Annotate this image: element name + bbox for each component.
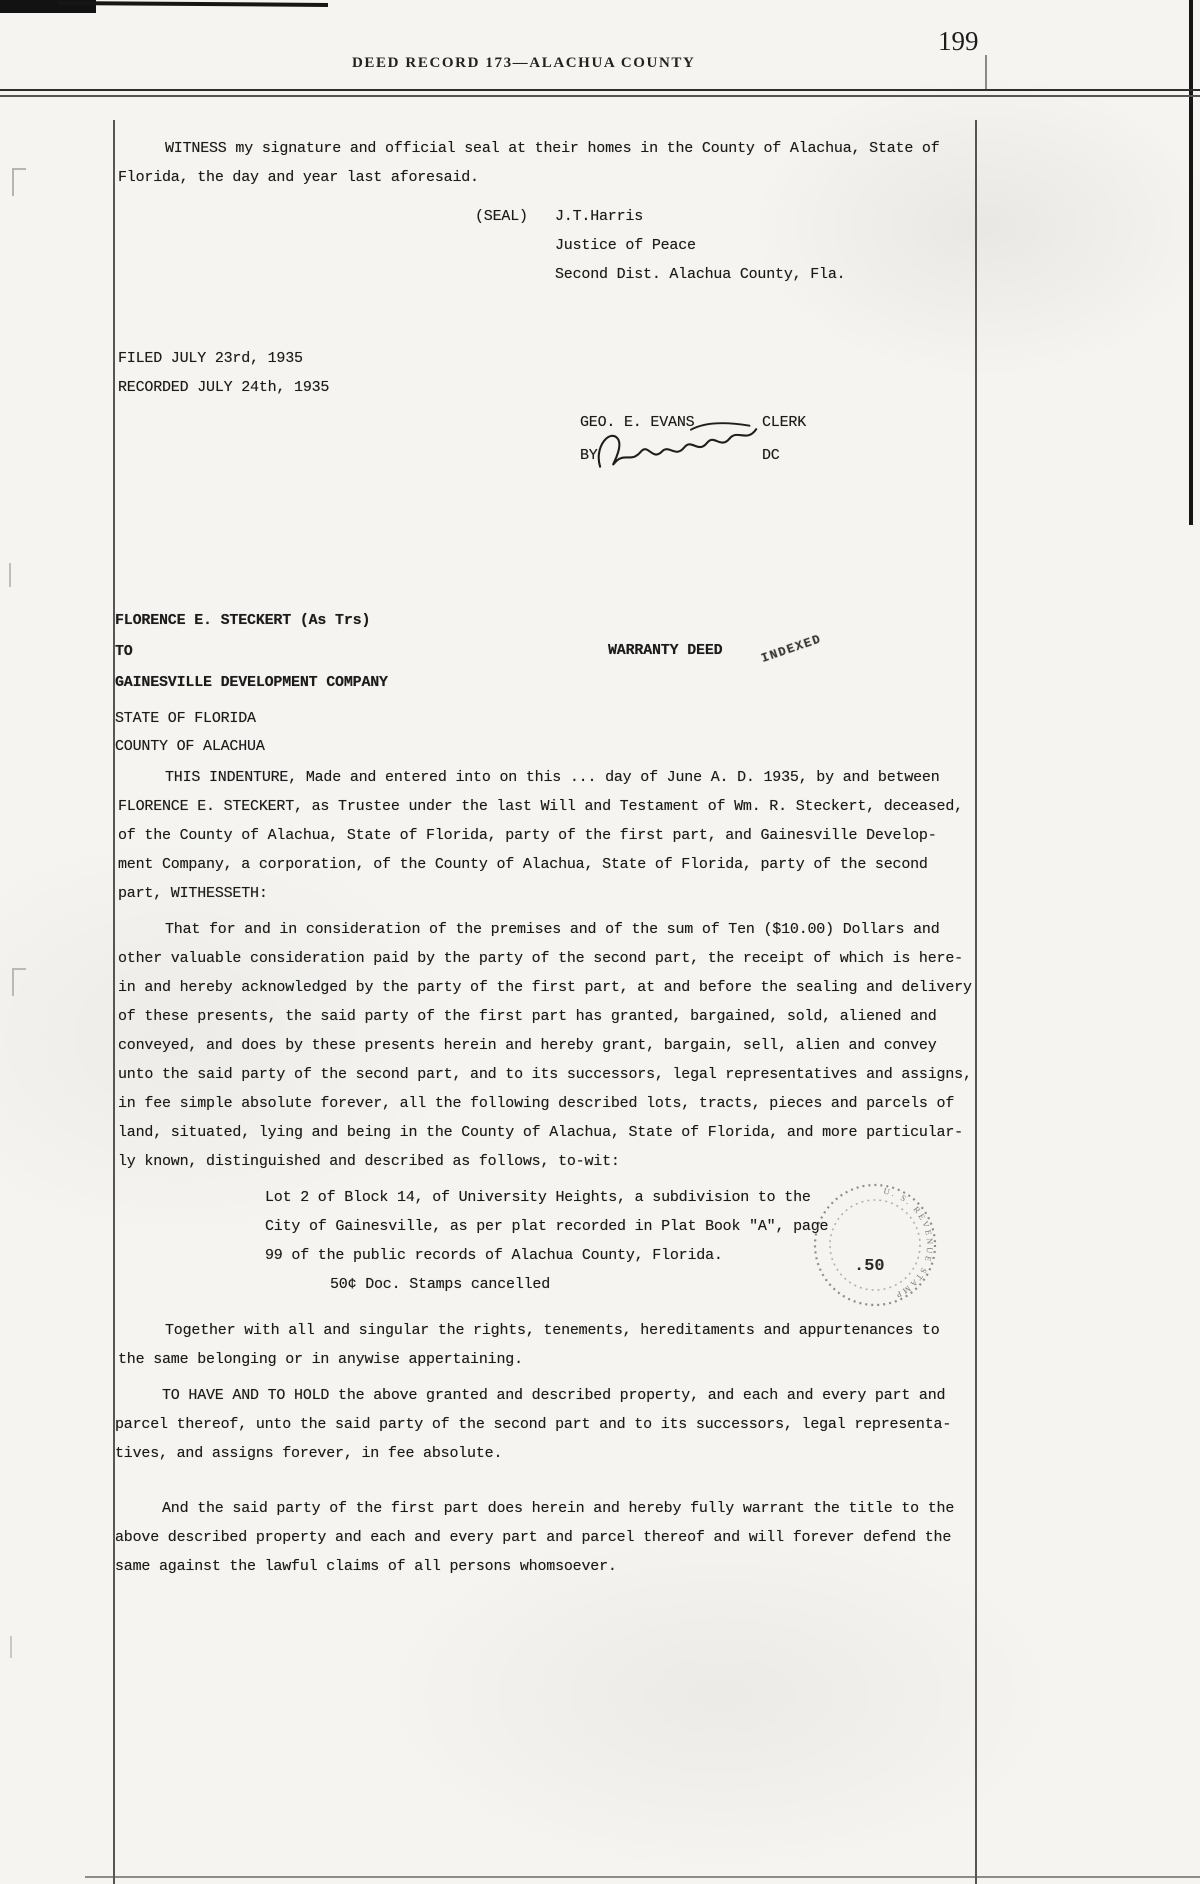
notary-seal-block	[475, 202, 845, 289]
filed-date: FILED JULY 23rd, 1935	[118, 350, 303, 367]
text-line: parcel thereof, unto the said party of the second part and to its successors, legal representa-	[115, 1416, 952, 1433]
scan-artifact	[1189, 0, 1193, 525]
text-line: in and hereby acknowledged by the party of the first part, at and before the sealing and delivery	[118, 979, 972, 996]
revenue-stamp-ring-text: U. S. REVENUE STAMP	[882, 1185, 936, 1302]
venue-county: COUNTY OF ALACHUA	[115, 738, 265, 755]
consideration-paragraph	[118, 915, 974, 1176]
text-line: Together with all and singular the rights, tenements, hereditaments and appurtenances to	[165, 1322, 940, 1339]
doc-stamps-note: 50¢ Doc. Stamps cancelled	[330, 1276, 551, 1293]
text-line: TO HAVE AND TO HOLD the above granted and described property, and each and every part and	[162, 1387, 946, 1404]
svg-text:U. S. REVENUE STAMP	[883, 1186, 936, 1301]
page-header-title: DEED RECORD 173—ALACHUA COUNTY	[352, 55, 696, 71]
bottom-rule	[85, 1876, 1200, 1878]
text-line: conveyed, and does by these presents herein and hereby grant, bargain, sell, alien and convey	[118, 1037, 937, 1054]
text-line: Lot 2 of Block 14, of University Heights, a subdivision to the	[265, 1189, 811, 1206]
clerk-name: GEO. E. EVANS	[580, 414, 695, 431]
margin-pencil-mark	[12, 968, 26, 996]
text-line: City of Gainesville, as per plat recorded in Plat Book "A", page	[265, 1218, 829, 1235]
text-line: of these presents, the said party of the first part has granted, bargained, sold, aliened and	[118, 1008, 937, 1025]
venue-state: STATE OF FLORIDA	[115, 710, 256, 727]
text-line: in fee simple absolute forever, all the following described lots, tracts, pieces and parcels of	[118, 1095, 955, 1112]
margin-pencil-mark	[10, 1636, 12, 1658]
filing-block	[118, 344, 329, 402]
page-number: 199	[938, 26, 979, 56]
text-line: That for and in consideration of the premises and of the sum of Ten ($10.00) Dollars and	[165, 921, 940, 938]
grantor-name: FLORENCE E. STECKERT (As Trs)	[115, 612, 371, 629]
left-margin-rule	[113, 120, 115, 1884]
property-description-lines	[265, 1183, 828, 1270]
margin-pencil-mark	[12, 168, 26, 196]
text-line: above described property and each and every part and parcel thereof and will forever defend the	[115, 1529, 952, 1546]
indenture-paragraph	[118, 763, 974, 908]
margin-pencil-mark	[9, 563, 11, 587]
venue-block	[115, 705, 265, 761]
recorded-date: RECORDED JULY 24th, 1935	[118, 379, 330, 396]
notary-district: Second Dist. Alachua County, Fla.	[555, 266, 846, 283]
parties-block	[115, 605, 388, 698]
text-line: THIS INDENTURE, Made and entered into on this ... day of June A. D. 1935, by and between	[165, 769, 940, 786]
text-line: other valuable consideration paid by the party of the second part, the receipt of which is here-	[118, 950, 963, 967]
text-line: Florida, the day and year last aforesaid.	[118, 169, 479, 186]
warranty-paragraph	[115, 1494, 974, 1581]
deputy-initials: DC	[762, 447, 780, 464]
text-line: same against the lawful claims of all persons whomsoever.	[115, 1558, 617, 1575]
right-margin-rule	[975, 120, 977, 1884]
revenue-stamp-value: .50	[854, 1257, 885, 1276]
property-description	[265, 1183, 828, 1299]
grantee-name: GAINESVILLE DEVELOPMENT COMPANY	[115, 674, 388, 691]
text-line: And the said party of the first part does herein and hereby fully warrant the title to the	[162, 1500, 955, 1517]
text-line: part, WITHESSETH:	[118, 885, 268, 902]
instrument-title: WARRANTY DEED	[608, 642, 723, 659]
header-rule	[0, 95, 1200, 97]
text-line: tives, and assigns forever, in fee absolute.	[115, 1445, 503, 1462]
text-line: 99 of the public records of Alachua County, Florida.	[265, 1247, 723, 1264]
revenue-stamp	[808, 1178, 942, 1312]
clerk-block	[580, 408, 840, 474]
text-line: of the County of Alachua, State of Florida, party of the first part, and Gainesville Develop-	[118, 827, 937, 844]
notary-name: J.T.Harris	[555, 208, 644, 225]
notary-title: Justice of Peace	[555, 237, 696, 254]
witness-paragraph	[118, 134, 974, 192]
text-line: unto the said party of the second part, and to its successors, legal representatives and assigns,	[118, 1066, 972, 1083]
together-paragraph	[118, 1316, 974, 1374]
text-line: FLORENCE E. STECKERT, as Trustee under the last Will and Testament of Wm. R. Steckert, deceased,	[118, 798, 963, 815]
header-rule	[0, 89, 1200, 91]
text-line: land, situated, lying and being in the County of Alachua, State of Florida, and more particular-	[118, 1124, 963, 1141]
text-line: the same belonging or in anywise appertaining.	[118, 1351, 523, 1368]
clerk-title: CLERK	[762, 414, 807, 431]
habendum-paragraph	[115, 1381, 974, 1468]
by-label: BY	[580, 447, 598, 464]
to-label: TO	[115, 643, 133, 660]
text-line: ment Company, a corporation, of the County of Alachua, State of Florida, party of the second	[118, 856, 928, 873]
seal-label: (SEAL)	[475, 208, 528, 225]
indexed-stamp: INDEXED	[759, 632, 824, 666]
scan-artifact	[985, 55, 987, 91]
text-line: ly known, distinguished and described as follows, to-wit:	[118, 1153, 620, 1170]
scan-artifact	[58, 1, 328, 7]
text-line: WITNESS my signature and official seal at their homes in the County of Alachua, State of	[165, 140, 940, 157]
